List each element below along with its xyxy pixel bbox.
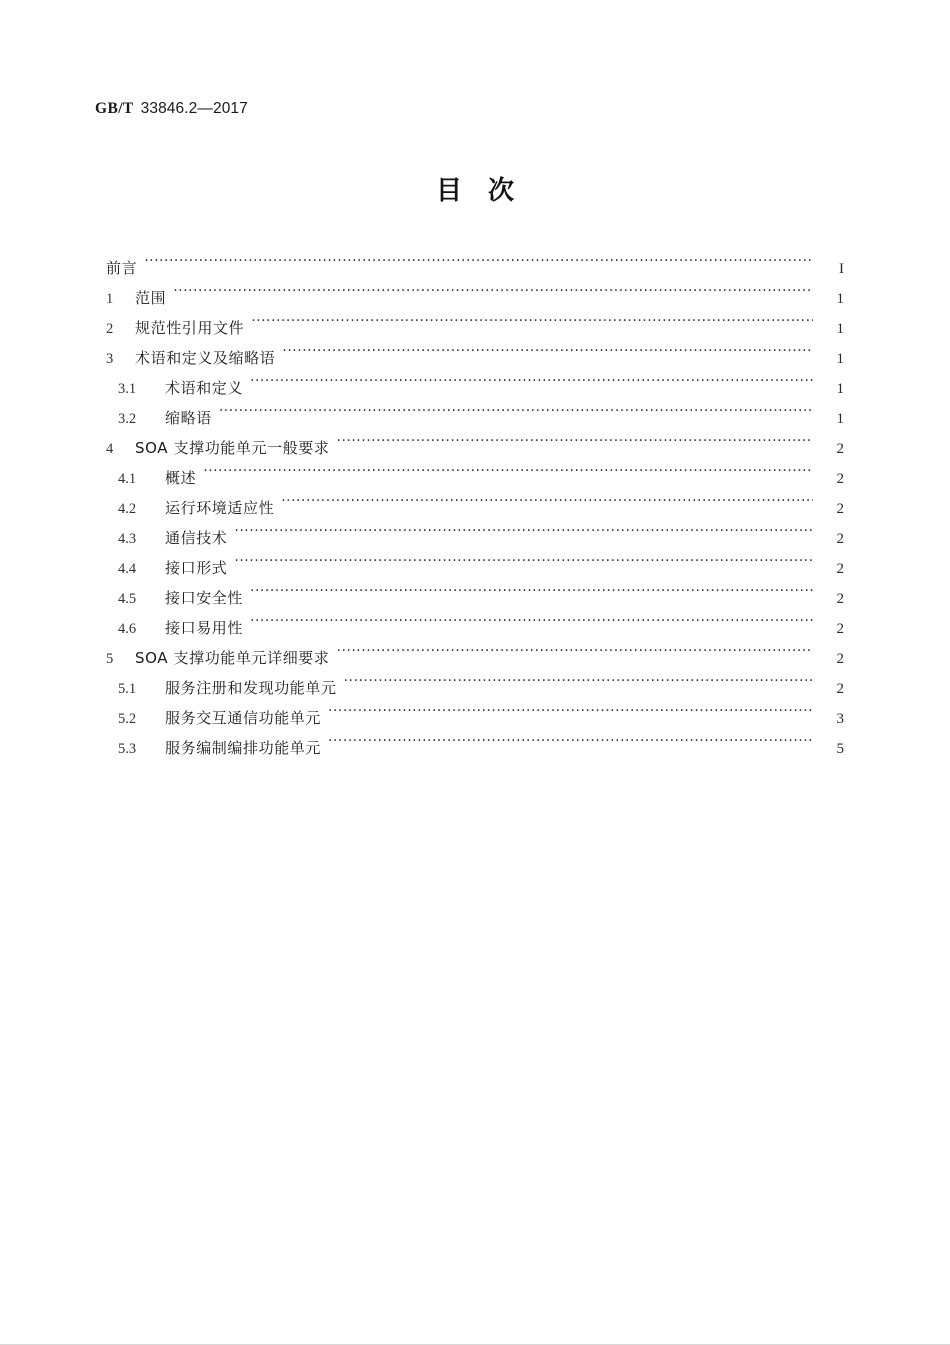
table-of-contents: [106, 253, 844, 763]
toc-leader-dots: [203, 467, 813, 483]
toc-entry-number: 4.1: [118, 471, 137, 487]
toc-entry-label: 术语和定义及缩略语: [135, 349, 276, 367]
toc-leader-dots: [337, 437, 814, 453]
toc-entry-page-number: 2: [836, 561, 844, 577]
toc-entry-number: 3: [106, 351, 114, 367]
toc-entry-number: 4.5: [118, 591, 137, 607]
toc-entry-label: 服务注册和发现功能单元: [165, 679, 337, 697]
toc-entry-page-number: 5: [836, 741, 844, 757]
toc-entry-number: 5.1: [118, 681, 137, 697]
toc-entry-number: 4.2: [118, 501, 137, 517]
toc-entry-label: 运行环境适应性: [165, 499, 275, 517]
toc-leader-dots: [337, 647, 814, 663]
toc-leader-dots: [250, 617, 813, 633]
toc-entry[interactable]: [106, 583, 844, 613]
toc-entry[interactable]: [106, 283, 844, 313]
toc-entry-label: SOA 支撑功能单元详细要求: [135, 649, 330, 667]
toc-entry-label: 服务编制编排功能单元: [165, 739, 322, 757]
toc-leader-dots: [234, 527, 813, 543]
toc-entry-number: 5: [106, 651, 114, 667]
toc-entry-number: 4.4: [118, 561, 137, 577]
toc-entry-page-number: 2: [836, 441, 844, 457]
toc-entry-page-number: 2: [836, 471, 844, 487]
toc-entry-number: 5.2: [118, 711, 137, 727]
toc-entry-number: 1: [106, 291, 114, 307]
toc-entry-number: 3.2: [118, 411, 137, 427]
toc-entry[interactable]: [106, 313, 844, 343]
toc-entry[interactable]: [106, 643, 844, 673]
toc-entry[interactable]: [106, 703, 844, 733]
toc-entry-label: 缩略语: [165, 409, 212, 427]
toc-entry-label: 接口安全性: [165, 589, 244, 607]
toc-leader-dots: [250, 587, 813, 603]
toc-leader-dots: [234, 557, 813, 573]
toc-entry-number: 4.3: [118, 531, 137, 547]
toc-entry-label: 接口易用性: [165, 619, 244, 637]
toc-leader-dots: [173, 287, 813, 303]
toc-entry-label: 前言: [106, 259, 138, 277]
toc-entry-page-number: 2: [836, 531, 844, 547]
toc-entry[interactable]: [106, 523, 844, 553]
toc-entry-page-number: 1: [836, 411, 844, 427]
toc-entry[interactable]: [106, 493, 844, 523]
toc-entry-page-number: 2: [836, 591, 844, 607]
page-title: 目次: [435, 176, 540, 206]
toc-entry-page-number: 1: [836, 351, 844, 367]
toc-leader-dots: [219, 407, 813, 423]
toc-entry-page-number: 1: [836, 321, 844, 337]
toc-leader-dots: [282, 347, 813, 363]
toc-entry-page-number: 1: [836, 291, 844, 307]
toc-entry[interactable]: [106, 463, 844, 493]
toc-entry-page-number: 2: [836, 651, 844, 667]
toc-entry-label: 通信技术: [165, 529, 228, 547]
toc-leader-dots: [328, 707, 813, 723]
toc-entry-label: 规范性引用文件: [135, 319, 245, 337]
toc-entry-label: 概述: [165, 469, 197, 487]
toc-entry[interactable]: [106, 373, 844, 403]
toc-entry-label: 接口形式: [165, 559, 228, 577]
toc-entry-page-number: I: [839, 261, 844, 277]
toc-entry-page-number: 2: [836, 681, 844, 697]
toc-entry-page-number: 1: [836, 381, 844, 397]
toc-entry[interactable]: [106, 733, 844, 763]
standard-prefix: GB/T: [95, 100, 134, 117]
toc-leader-dots: [328, 737, 813, 753]
toc-entry-page-number: 3: [836, 711, 844, 727]
toc-entry-number: 5.3: [118, 741, 137, 757]
toc-entry-page-number: 2: [836, 621, 844, 637]
standard-number: 33846.2—2017: [140, 100, 248, 117]
toc-entry-label: SOA 支撑功能单元一般要求: [135, 439, 330, 457]
toc-entry-label: 服务交互通信功能单元: [165, 709, 322, 727]
running-header: [95, 101, 248, 117]
toc-entry-number: 3.1: [118, 381, 137, 397]
toc-entry-label: 术语和定义: [165, 379, 244, 397]
toc-entry-number: 4: [106, 441, 114, 457]
toc-entry-number: 2: [106, 321, 114, 337]
toc-entry[interactable]: [106, 403, 844, 433]
toc-entry[interactable]: [106, 613, 844, 643]
toc-entry[interactable]: [106, 433, 844, 463]
toc-entry-label: 范围: [135, 289, 167, 307]
toc-entry[interactable]: [106, 553, 844, 583]
toc-leader-dots: [250, 377, 813, 393]
toc-entry[interactable]: [106, 253, 844, 283]
toc-leader-dots: [144, 257, 813, 273]
toc-leader-dots: [281, 497, 813, 513]
toc-leader-dots: [344, 677, 813, 693]
toc-leader-dots: [251, 317, 813, 333]
toc-entry-page-number: 2: [836, 501, 844, 517]
toc-entry[interactable]: [106, 673, 844, 703]
toc-entry[interactable]: [106, 343, 844, 373]
toc-entry-number: 4.6: [118, 621, 137, 637]
